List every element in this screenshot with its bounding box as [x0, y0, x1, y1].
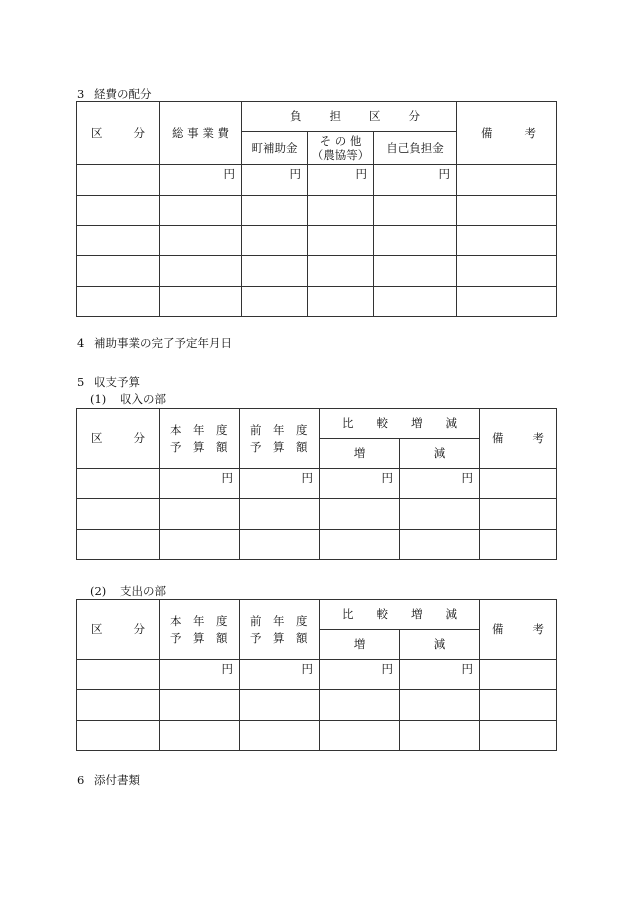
- cell: [240, 690, 320, 721]
- cell: [374, 196, 457, 226]
- header-remarks: 備 考: [480, 409, 557, 469]
- cell: [308, 256, 374, 287]
- cell: [242, 226, 308, 256]
- subsection-number: (2): [90, 584, 107, 598]
- yen-unit: 円: [242, 165, 308, 196]
- cell: [457, 226, 557, 256]
- cell: [400, 530, 480, 560]
- header-increase: 増: [320, 630, 400, 660]
- yen-unit: 円: [320, 469, 400, 499]
- cell: [240, 530, 320, 560]
- cell: [77, 690, 160, 721]
- header-this-year-budget: 本 年 度 予 算 額: [160, 409, 240, 469]
- cell: [160, 690, 240, 721]
- yen-unit: 円: [400, 660, 480, 690]
- expense-allocation-table: [76, 101, 557, 317]
- cell: [457, 287, 557, 317]
- cell: [160, 287, 242, 317]
- section-number: 4: [77, 336, 85, 350]
- cell: [457, 196, 557, 226]
- cell: [77, 196, 160, 226]
- cell: [77, 256, 160, 287]
- cell: [240, 721, 320, 751]
- cell: [457, 256, 557, 287]
- cell: [320, 499, 400, 530]
- section-3-heading: [77, 86, 152, 102]
- cell: [77, 287, 160, 317]
- yen-unit: 円: [400, 469, 480, 499]
- cell: [480, 499, 557, 530]
- yen-unit: 円: [240, 660, 320, 690]
- header-town-subsidy: 町補助金: [242, 132, 308, 165]
- cell: [308, 226, 374, 256]
- cell: [242, 256, 308, 287]
- expense-budget-table: [76, 599, 557, 751]
- cell: [480, 469, 557, 499]
- section-number: 6: [77, 773, 85, 787]
- cell: [457, 165, 557, 196]
- header-decrease: 減: [400, 439, 480, 469]
- cell: [240, 499, 320, 530]
- cell: [400, 690, 480, 721]
- cell: [77, 226, 160, 256]
- cell: [400, 721, 480, 751]
- section-5-heading: [77, 374, 140, 390]
- cell: [480, 660, 557, 690]
- section-number: 5: [77, 375, 85, 389]
- section-title: 経費の配分: [94, 87, 152, 101]
- cell: [77, 530, 160, 560]
- header-prev-year-budget: 前 年 度 予 算 額: [240, 409, 320, 469]
- header-kubun: 区 分: [77, 600, 160, 660]
- section-number: 3: [77, 87, 85, 101]
- cell: [320, 721, 400, 751]
- yen-unit: 円: [320, 660, 400, 690]
- cell: [160, 196, 242, 226]
- cell: [77, 499, 160, 530]
- header-this-year-budget: 本 年 度 予 算 額: [160, 600, 240, 660]
- cell: [242, 287, 308, 317]
- header-comparison: 比 較 増 減: [320, 409, 480, 439]
- cell: [160, 256, 242, 287]
- cell: [374, 287, 457, 317]
- cell: [480, 530, 557, 560]
- cell: [374, 256, 457, 287]
- header-remarks: 備 考: [480, 600, 557, 660]
- header-decrease: 減: [400, 630, 480, 660]
- cell: [77, 469, 160, 499]
- yen-unit: 円: [160, 165, 242, 196]
- cell: [480, 721, 557, 751]
- cell: [160, 226, 242, 256]
- header-other: そ の 他 （農協等）: [308, 132, 374, 165]
- section-title: 添付書類: [94, 773, 140, 787]
- yen-unit: 円: [240, 469, 320, 499]
- subsection-title: 支出の部: [120, 584, 166, 598]
- cell: [77, 165, 160, 196]
- cell: [480, 690, 557, 721]
- cell: [374, 226, 457, 256]
- cell: [320, 690, 400, 721]
- header-kubun: 区 分: [77, 102, 160, 165]
- income-budget-table: [76, 408, 557, 560]
- header-prev-year-budget: 前 年 度 予 算 額: [240, 600, 320, 660]
- header-self-burden: 自己負担金: [374, 132, 457, 165]
- header-total-cost: 総 事 業 費: [160, 102, 242, 165]
- section-title: 補助事業の完了予定年月日: [94, 336, 232, 350]
- cell: [160, 530, 240, 560]
- cell: [242, 196, 308, 226]
- header-increase: 増: [320, 439, 400, 469]
- header-comparison: 比 較 増 減: [320, 600, 480, 630]
- section-title: 収支予算: [94, 375, 140, 389]
- subsection-title: 収入の部: [120, 392, 166, 406]
- cell: [77, 660, 160, 690]
- yen-unit: 円: [308, 165, 374, 196]
- subsection-income-heading: [90, 391, 166, 407]
- cell: [400, 499, 480, 530]
- section-4-heading: [77, 335, 232, 351]
- header-burden-category: 負 担 区 分: [242, 102, 457, 132]
- header-kubun: 区 分: [77, 409, 160, 469]
- cell: [308, 287, 374, 317]
- header-remarks: 備 考: [457, 102, 557, 165]
- yen-unit: 円: [374, 165, 457, 196]
- cell: [160, 721, 240, 751]
- cell: [320, 530, 400, 560]
- subsection-expense-heading: [90, 583, 166, 599]
- yen-unit: 円: [160, 469, 240, 499]
- cell: [77, 721, 160, 751]
- section-6-heading: [77, 772, 140, 788]
- cell: [308, 196, 374, 226]
- subsection-number: (1): [90, 392, 107, 406]
- yen-unit: 円: [160, 660, 240, 690]
- cell: [160, 499, 240, 530]
